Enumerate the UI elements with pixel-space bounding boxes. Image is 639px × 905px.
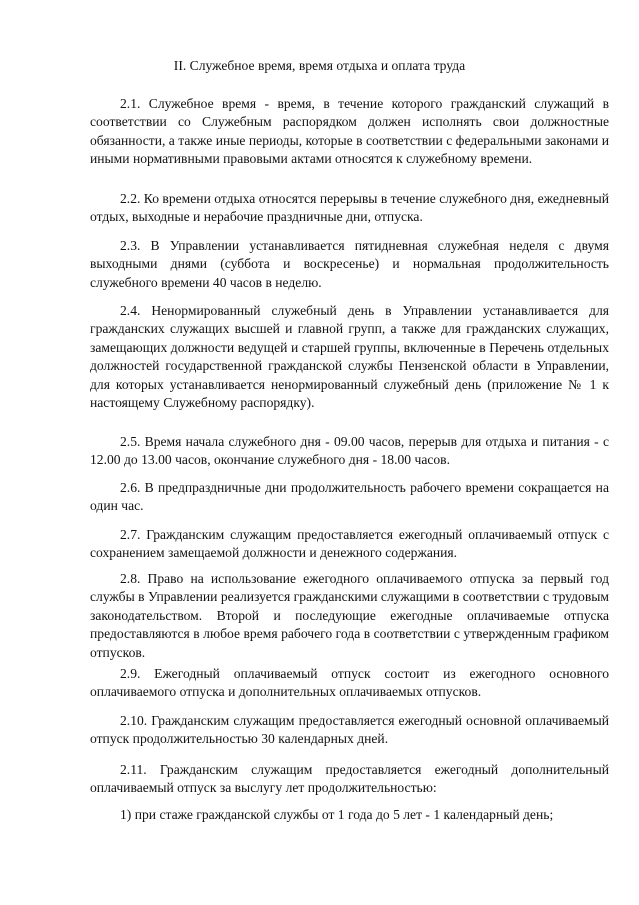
paragraph-2-6: 2.6. В предпраздничные дни продолжительность рабочего времени сокращается на один час. bbox=[90, 480, 609, 514]
paragraph-2-7: 2.7. Гражданским служащим предоставляется ежегодный оплачиваемый отпуск с сохранением замещаемой должности и денежного содержания. bbox=[90, 527, 609, 561]
paragraph-2-9: 2.9. Ежегодный оплачиваемый отпуск состоит из ежегодного основного оплачиваемого отпуска и дополнительных оплачиваемых отпусков. bbox=[90, 666, 609, 700]
paragraph-2-10: 2.10. Гражданским служащим предоставляется ежегодный основной оплачиваемый отпуск продолжительностью 30 календарных дней. bbox=[90, 713, 609, 747]
paragraph-2-3: 2.3. В Управлении устанавливается пятидневная служебная неделя с двумя выходными днями (суббота и воскресенье) и нормальная продолжительность служебного времени 40 часов в неделю. bbox=[90, 238, 609, 290]
paragraph-2-2: 2.2. Ко времени отдыха относятся перерывы в течение служебного дня, ежедневный отдых, выходные и нерабочие праздничные дни, отпуска. bbox=[90, 191, 609, 225]
paragraph-2-1: 2.1. Служебное время - время, в течение которого гражданский служащий в соответствии со Служебным распорядком должен исполнять свои должностные обязанности, а также иные периоды, которые в соответствии с федеральными законами и иными нормативными правовыми актами относятся к служебному времени. bbox=[90, 96, 609, 167]
paragraph-2-8: 2.8. Право на использование ежегодного оплачиваемого отпуска за первый год службы в Управлении реализуется гражданскими служащими в соответствии с трудовым законодательством. Второй и последующие ежегодные оплачиваемые отпуска предоставляются в любое время рабочего года в соответствии с утвержденным графиком отпусков. bbox=[90, 571, 609, 660]
list-item-1: 1) при стаже гражданской службы от 1 года до 5 лет - 1 календарный день; bbox=[120, 807, 554, 822]
paragraph-2-5: 2.5. Время начала служебного дня - 09.00 часов, перерыв для отдыха и питания - с 12.00 до 13.00 часов, окончание служебного дня - 18.00 часов. bbox=[90, 434, 609, 468]
paragraph-2-4: 2.4. Ненормированный служебный день в Управлении устанавливается для гражданских служащих высшей и главной групп, а также для гражданских служащих, замещающих должности ведущей и старшей группы, включенные в Перечень отдельных должностей государственной гражданской службы Пензенской области в Управлении, для которых устанавливается ненормированный служебный день (приложение № 1 к настоящему Служебному распорядку). bbox=[90, 303, 609, 411]
paragraph-2-11: 2.11. Гражданским служащим предоставляется ежегодный дополнительный оплачиваемый отпуск за выслугу лет продолжительностью: bbox=[90, 762, 609, 796]
section-title: II. Служебное время, время отдыха и оплата труда bbox=[173, 58, 466, 73]
